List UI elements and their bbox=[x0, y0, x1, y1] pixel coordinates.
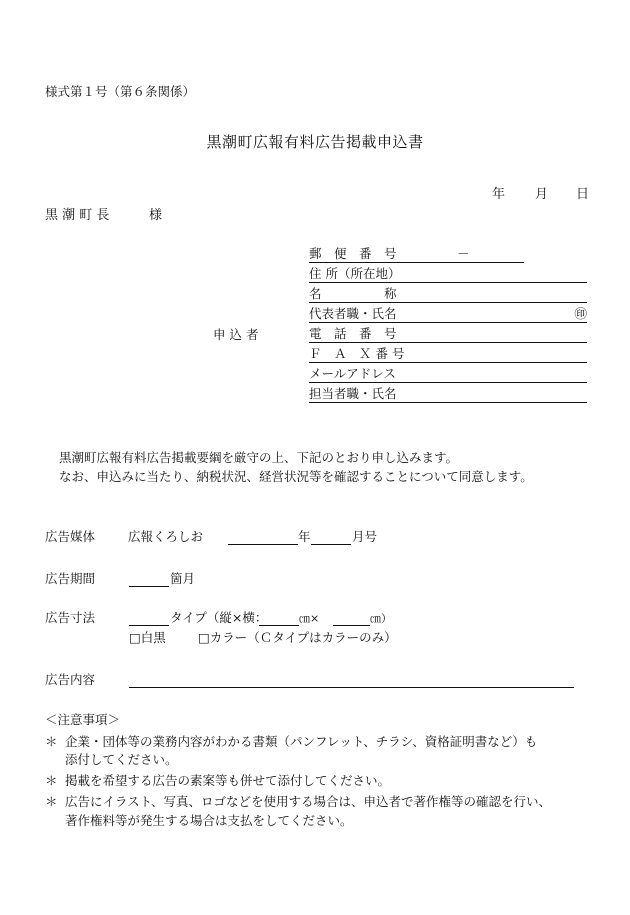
date-year: 年 bbox=[492, 187, 506, 202]
address-label: 住 所（所在地） bbox=[309, 266, 401, 281]
postal-dash: － bbox=[457, 246, 470, 261]
contact-field[interactable] bbox=[309, 388, 587, 403]
email-label: メールアドレス bbox=[309, 366, 396, 381]
name-label: 名 称 bbox=[309, 286, 397, 301]
note-3: 広告にイラスト、写真、ロゴなどを使用する場合は、申込者で著作権等の確認を行い、 bbox=[65, 794, 552, 809]
note-bullet-3: ＊ bbox=[45, 794, 58, 809]
seal-mark: ㊞ bbox=[574, 306, 587, 321]
representative-field[interactable] bbox=[309, 308, 587, 323]
color-bw-checkbox[interactable]: □白黒 bbox=[129, 630, 166, 645]
ad-month-blank[interactable] bbox=[311, 531, 351, 545]
ad-issue-label: 月号 bbox=[352, 529, 378, 544]
ad-type-blank[interactable] bbox=[129, 612, 169, 626]
ad-media-label: 広告媒体 bbox=[45, 529, 96, 544]
ad-media-value: 広報くろしお bbox=[128, 529, 204, 544]
phone-field[interactable] bbox=[309, 328, 587, 343]
page-title: 黒潮町広報有料広告掲載申込書 bbox=[206, 133, 424, 151]
postal-code-label: 郵 便 番 号 bbox=[309, 246, 397, 261]
ad-year-label: 年 bbox=[298, 529, 311, 544]
color-color-checkbox[interactable]: □カラー（Ｃタイプはカラーのみ） bbox=[198, 630, 397, 645]
date-month: 月 bbox=[535, 187, 549, 202]
ad-content-field[interactable] bbox=[129, 674, 574, 688]
notes-heading: ＜注意事項＞ bbox=[45, 712, 121, 727]
phone-label: 電 話 番 号 bbox=[309, 326, 397, 341]
ad-size-cm1: ㎝× bbox=[299, 612, 320, 625]
statement-line-2: なお、申込みに当たり、納税状況、経営状況等を確認することについて同意します。 bbox=[59, 469, 533, 484]
ad-period-label: 広告期間 bbox=[45, 571, 96, 586]
note-2: 掲載を希望する広告の素案等も併せて添付してください。 bbox=[65, 773, 391, 788]
postal-code-field[interactable] bbox=[309, 248, 524, 263]
ad-height-blank[interactable] bbox=[259, 612, 299, 626]
note-3-cont: 著作権料等が発生する場合は支払をしてください。 bbox=[65, 813, 353, 828]
note-bullet-2: ＊ bbox=[45, 773, 58, 788]
ad-period-blank[interactable] bbox=[129, 573, 169, 587]
email-field[interactable] bbox=[309, 368, 587, 383]
name-field[interactable] bbox=[309, 288, 587, 303]
addressee-name: 黒 潮 町 長 bbox=[45, 208, 110, 223]
ad-size-cm2: ㎝） bbox=[370, 612, 392, 625]
ad-content-label: 広告内容 bbox=[45, 672, 96, 687]
address-field[interactable] bbox=[309, 268, 587, 283]
ad-size-label: 広告寸法 bbox=[45, 610, 96, 625]
note-1-cont: 添付してください。 bbox=[65, 752, 178, 767]
contact-label: 担当者職・氏名 bbox=[309, 386, 397, 401]
note-1: 企業・団体等の業務内容がわかる書類（パンフレット、チラシ、資格証明書など）も bbox=[65, 734, 538, 749]
statement-line-1: 黒潮町広報有料広告掲載要綱を厳守の上、下記のとおり申し込みます。 bbox=[59, 450, 459, 465]
fax-label: Ｆ Ａ Ｘ 番 号 bbox=[309, 346, 405, 361]
ad-period-unit: 箇月 bbox=[170, 571, 196, 586]
form-number: 様式第１号（第６条関係） bbox=[45, 84, 196, 99]
ad-year-blank[interactable] bbox=[228, 531, 298, 545]
date-day: 日 bbox=[576, 187, 590, 202]
fax-field[interactable] bbox=[309, 348, 587, 363]
representative-label: 代表者職・氏名 bbox=[309, 306, 397, 321]
ad-width-blank[interactable] bbox=[333, 612, 370, 626]
note-bullet-1: ＊ bbox=[45, 734, 58, 749]
applicant-label: 申 込 者 bbox=[213, 327, 259, 342]
addressee-honorific: 様 bbox=[149, 208, 163, 223]
ad-size-type: タイプ（縦×横： bbox=[170, 610, 268, 625]
